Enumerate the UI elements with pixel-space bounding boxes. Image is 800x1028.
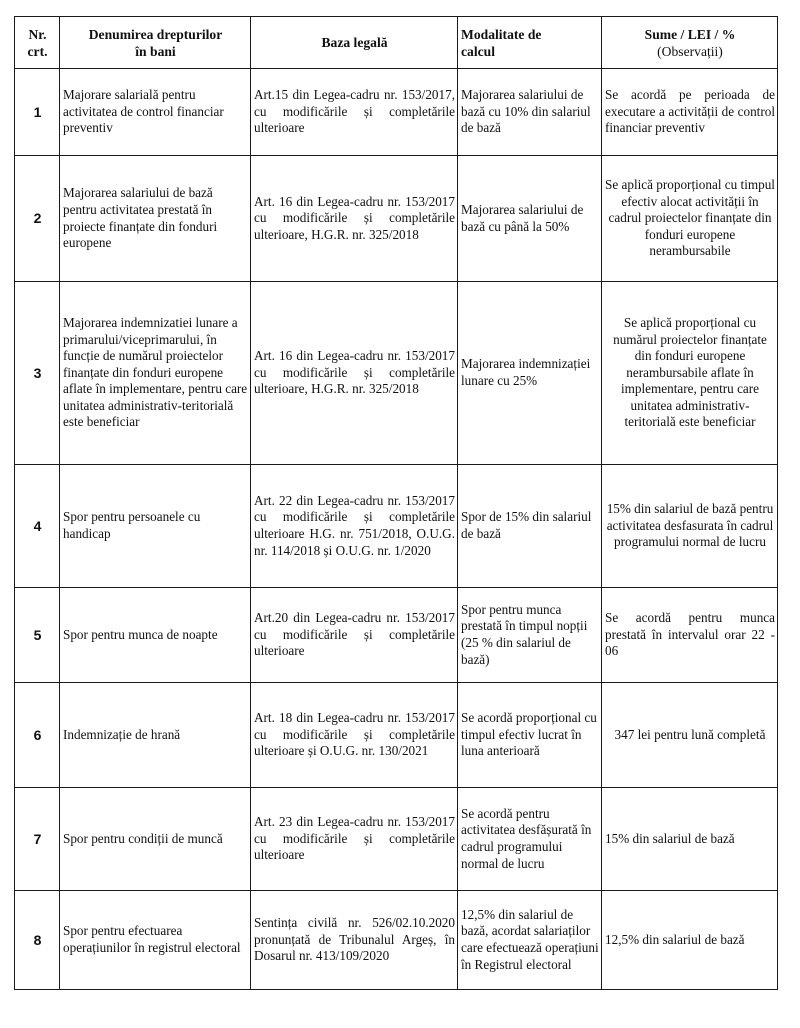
right-name: Spor pentru persoanele cu handicap xyxy=(60,465,251,588)
header-name xyxy=(60,17,251,69)
header-nr-line2: crt. xyxy=(27,43,48,59)
header-calc-line2: calcul xyxy=(461,43,495,59)
amount-observations: 15% din salariul de bază xyxy=(602,788,778,891)
legal-basis: Art. 18 din Legea-cadru nr. 153/2017 cu modificările și completările ulterioare și O.U.G. nr. 130/2021 xyxy=(251,683,458,788)
header-legal: Baza legală xyxy=(251,17,458,69)
legal-basis: Art.20 din Legea-cadru nr. 153/2017 cu modificările și completările ulterioare xyxy=(251,588,458,683)
row-number: 8 xyxy=(15,891,60,990)
calculation-method: Spor pentru munca prestată în timpul nopții (25 % din salariul de bază) xyxy=(458,588,602,683)
calculation-method: 12,5% din salariul de bază, acordat salariaților care efectuează operațiuni în Registrul electoral xyxy=(458,891,602,990)
header-name-line2: în bani xyxy=(135,43,176,59)
legal-basis: Art. 22 din Legea-cadru nr. 153/2017 cu modificările și completările ulterioare H.G. nr. 751/2018, O.U.G. nr. 114/2018 și O.U.G. nr. 1/2020 xyxy=(251,465,458,588)
row-number: 2 xyxy=(15,156,60,282)
header-nr xyxy=(15,17,60,69)
right-name: Majorare salarială pentru activitatea de control financiar preventiv xyxy=(60,69,251,156)
amount-observations: 347 lei pentru lună completă xyxy=(602,683,778,788)
table-row xyxy=(15,282,778,465)
legal-basis: Sentința civilă nr. 526/02.10.2020 pronunțată de Tribunalul Argeș, în Dosarul nr. 413/109/2020 xyxy=(251,891,458,990)
right-name: Spor pentru efectuarea operațiunilor în registrul electoral xyxy=(60,891,251,990)
row-number: 4 xyxy=(15,465,60,588)
row-number: 6 xyxy=(15,683,60,788)
header-sum xyxy=(602,17,778,69)
header-name-line1: Denumirea drepturilor xyxy=(88,26,223,42)
legal-basis: Art. 16 din Legea-cadru nr. 153/2017 cu modificările și completările ulterioare, H.G.R. nr. 325/2018 xyxy=(251,156,458,282)
calculation-method: Se acordă proporțional cu timpul efectiv lucrat în luna anterioară xyxy=(458,683,602,788)
right-name: Majorarea salariului de bază pentru activitatea prestată în proiecte finanțate din fonduri europene xyxy=(60,156,251,282)
header-calc xyxy=(458,17,602,69)
calculation-method: Spor de 15% din salariul de bază xyxy=(458,465,602,588)
row-number: 1 xyxy=(15,69,60,156)
table-row xyxy=(15,465,778,588)
right-name: Indemnizație de hrană xyxy=(60,683,251,788)
amount-observations: 12,5% din salariul de bază xyxy=(602,891,778,990)
calculation-method: Majorarea salariului de bază cu 10% din salariul de bază xyxy=(458,69,602,156)
calculation-method: Majorarea salariului de bază cu până la 50% xyxy=(458,156,602,282)
calculation-method: Majorarea indemnizației lunare cu 25% xyxy=(458,282,602,465)
right-name: Spor pentru condiții de muncă xyxy=(60,788,251,891)
table-row xyxy=(15,788,778,891)
table-row xyxy=(15,156,778,282)
right-name: Spor pentru munca de noapte xyxy=(60,588,251,683)
legal-basis: Art. 23 din Legea-cadru nr. 153/2017 cu modificările și completările ulterioare xyxy=(251,788,458,891)
legal-basis: Art.15 din Legea-cadru nr. 153/2017, cu modificările și completările ulterioare xyxy=(251,69,458,156)
amount-observations: Se aplică proporțional cu timpul efectiv alocat activității în cadrul proiectelor finanțate din fonduri europene nerambursabile xyxy=(602,156,778,282)
legal-basis: Art. 16 din Legea-cadru nr. 153/2017 cu modificările și completările ulterioare, H.G.R. nr. 325/2018 xyxy=(251,282,458,465)
table-row xyxy=(15,683,778,788)
table-row xyxy=(15,69,778,156)
row-number: 3 xyxy=(15,282,60,465)
header-sum-title: Sume / LEI / % xyxy=(644,26,736,42)
right-name: Majorarea indemnizatiei lunare a primarului/viceprimarului, în funcție de numărul proiectelor finanțate din fonduri europene aflate în implementare, pentru care unitatea administrativ-teritorială este beneficiar xyxy=(60,282,251,465)
header-calc-line1: Modalitate de xyxy=(461,26,542,42)
row-number: 7 xyxy=(15,788,60,891)
header-sum-note: (Observații) xyxy=(657,43,723,59)
amount-observations: 15% din salariul de bază pentru activitatea desfasurata în cadrul programului normal de lucru xyxy=(602,465,778,588)
amount-observations: Se aplică proporțional cu numărul proiectelor finanțate din fonduri europene nerambursabile aflate în implementare, pentru care unitatea administrativ-teritorială este beneficiar xyxy=(602,282,778,465)
header-nr-line1: Nr. xyxy=(28,26,47,42)
amount-observations: Se acordă pentru munca prestată în intervalul orar 22 - 06 xyxy=(602,588,778,683)
table-row xyxy=(15,891,778,990)
calculation-method: Se acordă pentru activitatea desfășurată în cadrul programului normal de lucru xyxy=(458,788,602,891)
row-number: 5 xyxy=(15,588,60,683)
table-header-row xyxy=(15,17,778,69)
rights-table xyxy=(14,16,778,990)
table-row xyxy=(15,588,778,683)
amount-observations: Se acordă pe perioada de executare a activității de control financiar preventiv xyxy=(602,69,778,156)
